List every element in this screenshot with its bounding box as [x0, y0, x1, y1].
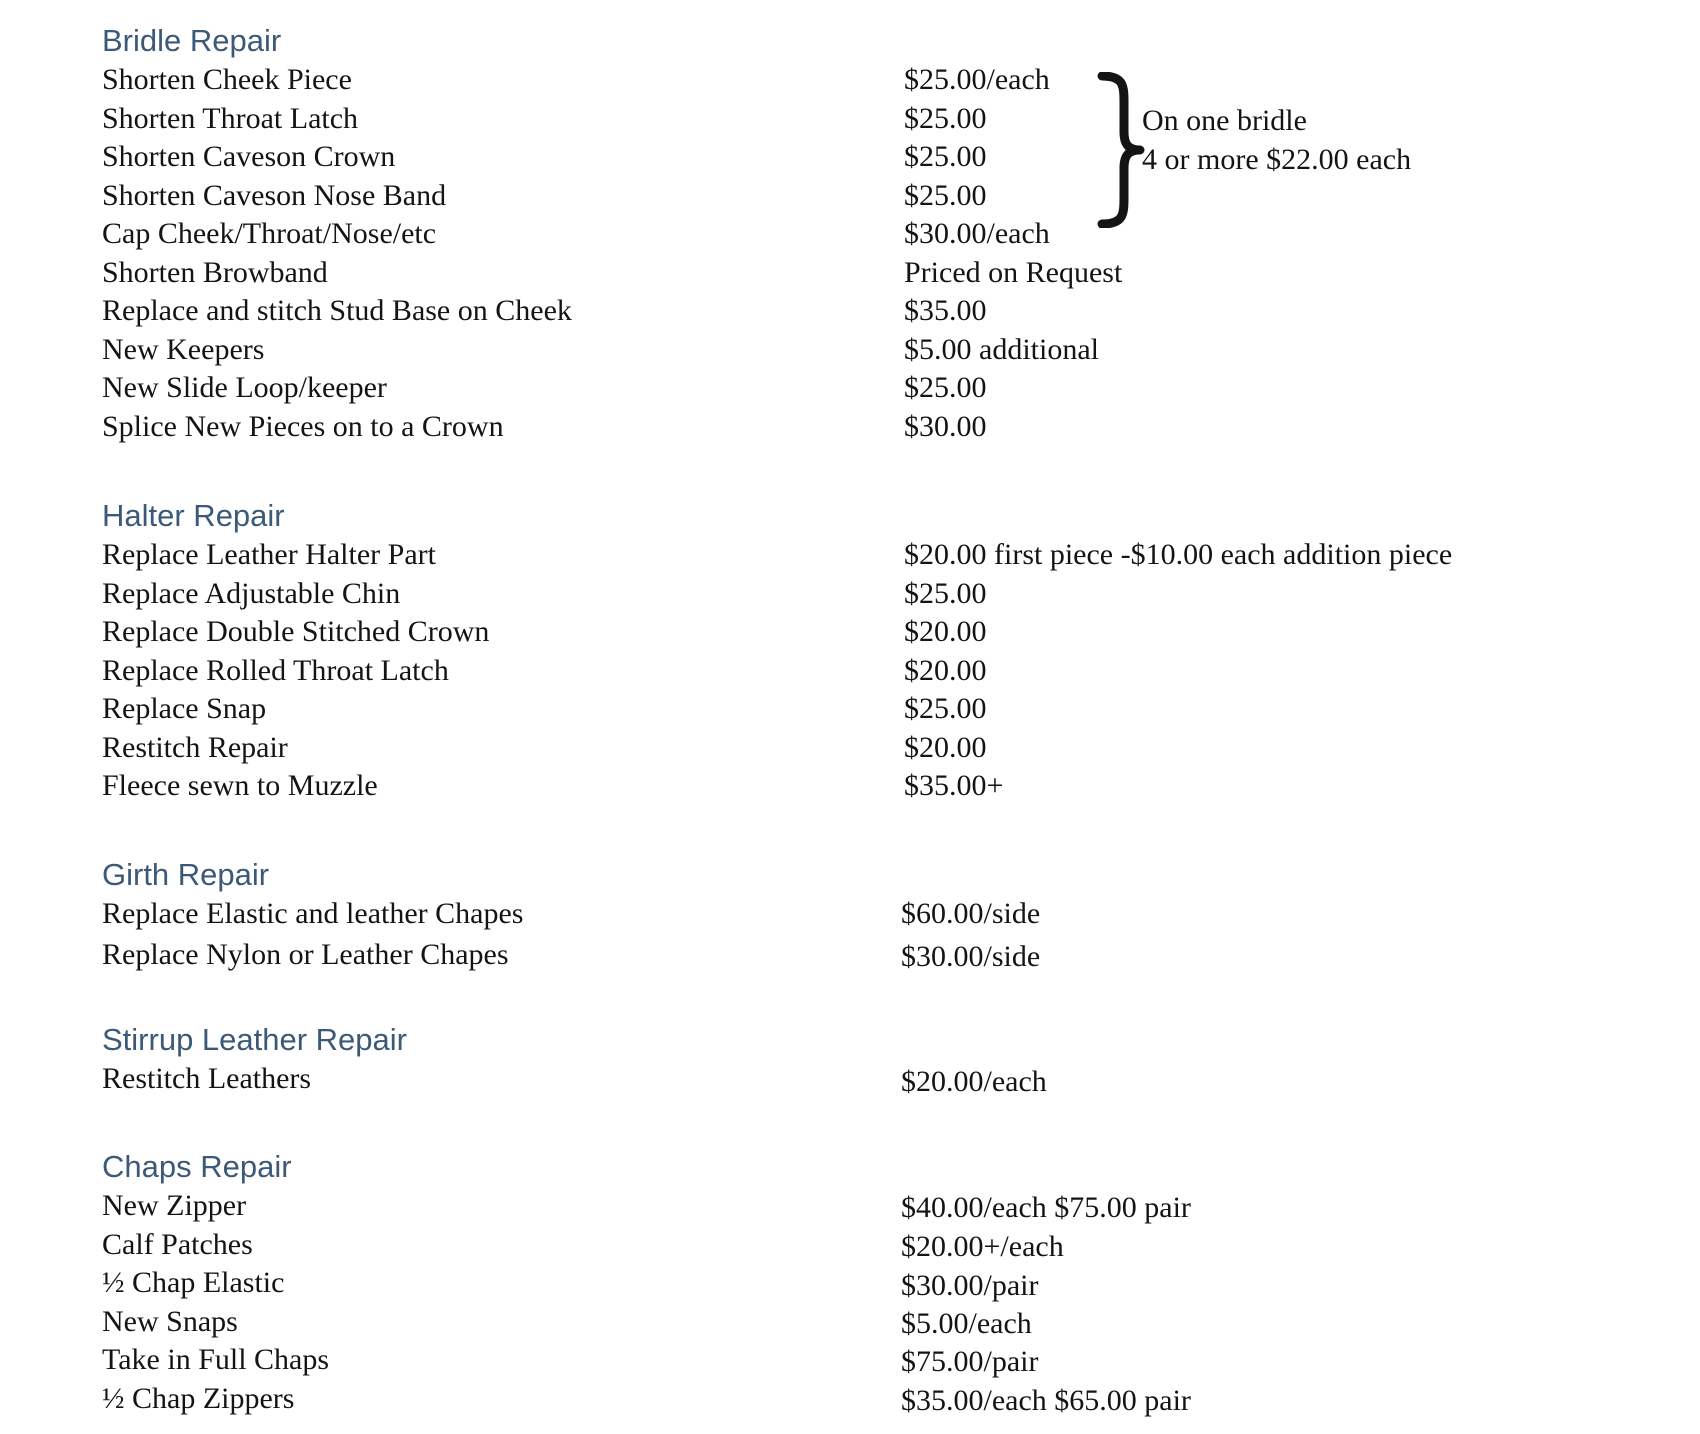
section-heading: Chaps Repair — [102, 1149, 292, 1184]
item-price: $40.00/each $75.00 pair — [901, 1191, 1191, 1224]
list-item — [102, 575, 1602, 614]
item-price: $25.00 — [904, 101, 987, 135]
list-item — [102, 215, 1602, 254]
section-heading: Girth Repair — [102, 857, 270, 892]
chaps-repair-section — [102, 1147, 1602, 1418]
list-item — [102, 408, 1602, 447]
item-label: Fleece sewn to Muzzle — [102, 769, 378, 802]
item-price: $30.00 — [904, 409, 987, 443]
item-price: $25.00 — [904, 371, 987, 404]
item-price: $20.00 first piece -$10.00 each addition piece — [904, 538, 1453, 571]
bridle-repair-section — [102, 21, 1602, 446]
item-label: New Zipper — [102, 1189, 247, 1222]
item-label: Cap Cheek/Throat/Nose/etc — [102, 217, 437, 250]
item-price: $25.00 — [904, 692, 987, 725]
stirrup-leather-repair-section — [102, 1020, 1602, 1099]
item-label: Restitch Repair — [102, 730, 288, 764]
item-price: $35.00/each $65.00 pair — [901, 1383, 1191, 1417]
list-item — [102, 1380, 1602, 1419]
list-item — [102, 369, 1602, 408]
item-label: Replace Double Stitched Crown — [102, 615, 490, 648]
list-item — [102, 1341, 1602, 1380]
list-item — [102, 767, 1602, 806]
item-price: $20.00 — [904, 615, 987, 648]
item-price: Priced on Request — [904, 255, 1123, 289]
item-price: $60.00/side — [901, 897, 1041, 930]
list-item — [102, 61, 1602, 100]
item-label: New Slide Loop/keeper — [102, 371, 387, 404]
halter-repair-section — [102, 496, 1602, 806]
item-label: Take in Full Chaps — [102, 1343, 330, 1376]
item-price: $25.00/each — [904, 63, 1050, 96]
item-price: $5.00 additional — [904, 332, 1099, 366]
note-line: 4 or more $22.00 each — [1142, 142, 1412, 176]
list-item — [102, 177, 1602, 216]
item-label: Replace Elastic and leather Chapes — [102, 897, 524, 930]
item-label: New Keepers — [102, 332, 265, 366]
list-item — [102, 1187, 1602, 1226]
list-item — [102, 536, 1602, 575]
item-price: $30.00/each — [904, 217, 1050, 250]
section-heading: Bridle Repair — [102, 23, 282, 58]
bulk-discount-note — [1142, 102, 1411, 179]
item-price: $25.00 — [904, 178, 987, 212]
list-item — [102, 613, 1602, 652]
list-item — [102, 331, 1602, 370]
item-price: $20.00/each — [901, 1065, 1047, 1098]
item-label: Splice New Pieces on to a Crown — [102, 409, 504, 443]
girth-repair-section — [102, 855, 1602, 975]
item-label: ½ Chap Elastic — [102, 1266, 285, 1299]
item-label: Shorten Caveson Crown — [102, 140, 396, 173]
item-label: Replace Rolled Throat Latch — [102, 653, 449, 687]
item-label: Shorten Cheek Piece — [102, 63, 352, 96]
list-item — [102, 292, 1602, 331]
item-label: New Snaps — [102, 1304, 238, 1338]
list-item — [102, 895, 1602, 934]
item-label: Replace Leather Halter Part — [102, 538, 436, 571]
item-label: Replace and stitch Stud Base on Cheek — [102, 294, 572, 327]
list-item — [102, 1226, 1602, 1265]
item-price: $35.00+ — [904, 769, 1004, 802]
list-item — [102, 690, 1602, 729]
note-line: On one bridle — [1142, 104, 1307, 137]
item-label: Replace Adjustable Chin — [102, 576, 401, 610]
item-label: Restitch Leathers — [102, 1062, 312, 1095]
item-label: Shorten Caveson Nose Band — [102, 178, 447, 212]
item-price: $75.00/pair — [901, 1345, 1039, 1378]
item-label: Shorten Browband — [102, 255, 328, 289]
item-price: $30.00/pair — [901, 1269, 1039, 1302]
list-item — [102, 934, 1602, 975]
item-price: $20.00 — [904, 730, 987, 764]
item-price: $35.00 — [904, 294, 987, 327]
item-label: Replace Snap — [102, 692, 267, 725]
section-heading: Halter Repair — [102, 498, 285, 533]
list-item — [102, 1303, 1602, 1342]
item-label: Replace Nylon or Leather Chapes — [102, 937, 509, 971]
item-price: $30.00/side — [901, 939, 1041, 973]
list-item — [102, 1264, 1602, 1303]
list-item — [102, 254, 1602, 293]
item-price: $20.00 — [904, 653, 987, 687]
list-item — [102, 729, 1602, 768]
item-price: $25.00 — [904, 576, 987, 610]
section-heading: Stirrup Leather Repair — [102, 1022, 407, 1057]
item-price: $25.00 — [904, 140, 987, 173]
list-item — [102, 1060, 1602, 1099]
item-label: ½ Chap Zippers — [102, 1381, 295, 1415]
item-price: $20.00+/each — [901, 1229, 1064, 1263]
item-price: $5.00/each — [901, 1306, 1032, 1340]
list-item — [102, 652, 1602, 691]
item-label: Shorten Throat Latch — [102, 101, 359, 135]
item-label: Calf Patches — [102, 1227, 253, 1261]
